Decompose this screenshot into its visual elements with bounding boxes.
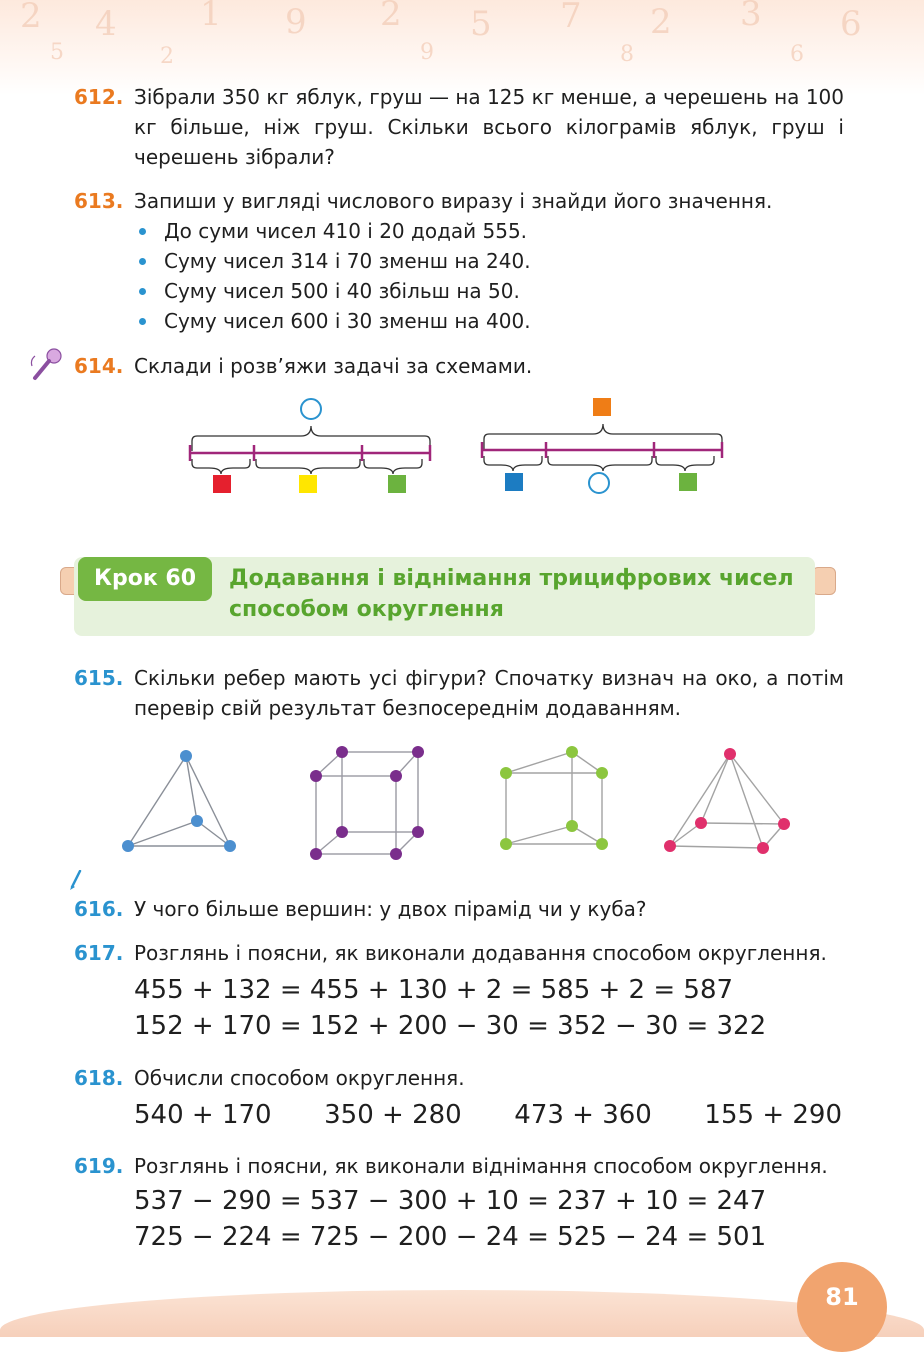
blue-square xyxy=(505,473,523,491)
decor-digit: 2 xyxy=(160,44,174,69)
header-decoration xyxy=(0,0,924,95)
problem-616 xyxy=(74,894,844,924)
decor-digit: 8 xyxy=(620,42,634,67)
shapes-figures xyxy=(110,738,800,868)
problem-schemes xyxy=(180,393,740,503)
cube-figure xyxy=(310,746,424,860)
decor-digit: 7 xyxy=(560,0,582,36)
green-square xyxy=(679,473,697,491)
brace-top xyxy=(192,426,430,451)
page-number: 81 xyxy=(797,1262,887,1352)
problem-612 xyxy=(74,82,844,172)
expression: 350 + 280 xyxy=(324,1100,462,1130)
list-item: Суму чисел 314 і 70 зменш на 240. xyxy=(134,246,844,276)
circle-unknown xyxy=(301,399,321,419)
pyramid-figure xyxy=(664,748,790,854)
decor-digit: 3 xyxy=(740,0,762,34)
tetrahedron-figure xyxy=(122,750,236,852)
scheme-right xyxy=(482,398,722,493)
list-item: До суми чисел 410 і 20 додай 555. xyxy=(134,216,844,246)
problem-text: У чого більше вершин: у двох пірамід чи у куба? xyxy=(134,897,647,921)
decor-digit: 9 xyxy=(420,40,434,65)
decor-digit: 2 xyxy=(380,0,402,34)
problem-number: 619. xyxy=(74,1154,124,1178)
problem-text: Обчисли способом округлення. xyxy=(134,1066,465,1090)
bullet-list xyxy=(134,216,844,336)
circle-unknown xyxy=(589,473,609,493)
section-title: Додавання і віднімання трицифрових чисел способом округлення xyxy=(229,566,794,622)
scheme-left xyxy=(190,399,430,493)
decor-digit: 6 xyxy=(790,42,804,67)
problem-number: 613. xyxy=(74,189,124,213)
yellow-square xyxy=(299,475,317,493)
problem-number: 617. xyxy=(74,941,124,965)
problem-text: Розглянь і поясни, як виконали додавання способом округлення. xyxy=(134,941,827,965)
step-badge: Крок 60 xyxy=(78,557,212,601)
red-square xyxy=(213,475,231,493)
decor-digit: 5 xyxy=(470,4,492,44)
problem-619 xyxy=(74,1151,844,1255)
problem-614 xyxy=(74,351,844,381)
orange-square xyxy=(593,398,611,416)
problem-text: Зібрали 350 кг яблук, груш — на 125 кг менше, а черешень на 100 кг більше, ніж груш. Скільки всього кілограмів яблук, груш і черешень зібрали? xyxy=(134,85,844,169)
problem-text: Запиши у вигляді числового виразу і знайди його значення. xyxy=(134,189,773,213)
problem-number: 616. xyxy=(74,897,124,921)
problem-613 xyxy=(74,186,844,336)
decor-digit: 9 xyxy=(285,2,307,42)
problem-617 xyxy=(74,938,844,1044)
prism-figure xyxy=(500,746,608,850)
list-item: Суму чисел 600 і 30 зменш на 400. xyxy=(134,306,844,336)
list-item: Суму чисел 500 і 40 збільш на 50. xyxy=(134,276,844,306)
decor-digit: 4 xyxy=(95,4,117,44)
decor-digit: 6 xyxy=(840,4,862,44)
expression: 473 + 360 xyxy=(514,1100,652,1130)
problem-number: 618. xyxy=(74,1066,124,1090)
expression: 155 + 290 xyxy=(704,1100,842,1130)
problem-number: 615. xyxy=(74,666,124,690)
footer-decoration xyxy=(0,1290,924,1337)
equation-line: 455 + 132 = 455 + 130 + 2 = 585 + 2 = 587 xyxy=(134,975,734,1005)
problem-number: 614. xyxy=(74,354,124,378)
expression: 540 + 170 xyxy=(134,1100,272,1130)
hand-right-icon xyxy=(812,567,836,595)
problem-number: 612. xyxy=(74,85,124,109)
problem-text: Розглянь і поясни, як виконали віднімання способом округлення. xyxy=(134,1154,828,1178)
green-square xyxy=(388,475,406,493)
microphone-icon xyxy=(30,346,64,384)
problem-text: Склади і розв’яжи задачі за схемами. xyxy=(134,354,533,378)
equation-line: 537 − 290 = 537 − 300 + 10 = 237 + 10 = 247 xyxy=(134,1186,767,1216)
decor-digit: 2 xyxy=(20,0,42,36)
decor-digit: 2 xyxy=(650,2,672,42)
decor-digit: 1 xyxy=(200,0,222,34)
expression-row xyxy=(134,1097,842,1133)
pencil-icon xyxy=(68,870,84,892)
equation-line: 725 − 224 = 725 − 200 − 24 = 525 − 24 = 501 xyxy=(134,1222,767,1252)
problem-618 xyxy=(74,1063,844,1133)
problem-text: Скільки ребер мають усі фігури? Спочатку визнач на око, а потім перевір свій результат безпосереднім додаванням. xyxy=(134,666,844,720)
decor-digit: 5 xyxy=(50,40,64,65)
equation-line: 152 + 170 = 152 + 200 − 30 = 352 − 30 = 322 xyxy=(134,1011,767,1041)
problem-615 xyxy=(74,663,844,723)
